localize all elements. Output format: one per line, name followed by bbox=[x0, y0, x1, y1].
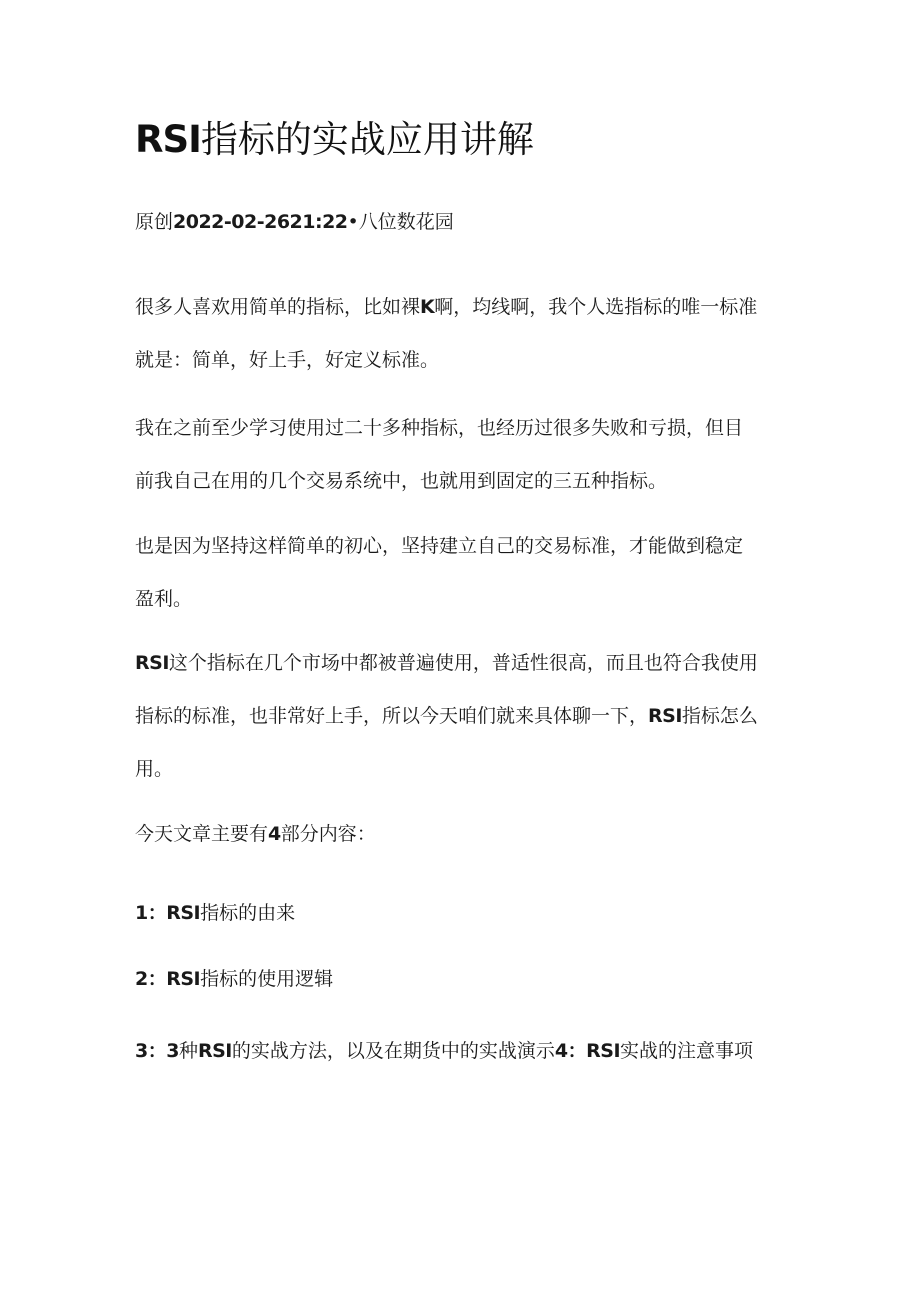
list-bold-text: RSI bbox=[586, 1040, 621, 1062]
paragraph-line bbox=[135, 520, 790, 573]
article-title-text: 指标的实战应用讲解 bbox=[200, 118, 534, 161]
line-text: 这个指标在几个市场中都被普遍使用，普适性很高，而且也符合我使用 bbox=[168, 652, 758, 674]
line-text: 很多人喜欢用简单的指标，比如裸 bbox=[135, 296, 421, 318]
list-text: 实战的注意事项 bbox=[620, 1040, 754, 1062]
meta-prefix: 原创 bbox=[135, 211, 174, 233]
line-bold-text: 4 bbox=[268, 823, 281, 845]
paragraph-2 bbox=[135, 402, 790, 508]
line-text: 盈利。 bbox=[135, 588, 193, 610]
paragraph-line bbox=[135, 455, 790, 508]
line-text: 就是：简单，好上手，好定义标准。 bbox=[135, 349, 440, 371]
line-text: 啊，均线啊，我个人选指标的唯一标准 bbox=[434, 296, 758, 318]
meta-author: 八位数花园 bbox=[358, 211, 454, 233]
paragraph-4 bbox=[135, 637, 790, 796]
paragraph-line bbox=[135, 402, 790, 455]
list-text: 的实战方法，以及在期货中的实战演示 bbox=[231, 1040, 555, 1062]
line-text: 我在之前至少学习使用过二十多种指标，也经历过很多失败和亏损，但目 bbox=[135, 417, 744, 439]
article-meta bbox=[135, 208, 454, 236]
line-text: 指标的标准，也非常好上手，所以今天咱们就来具体聊一下， bbox=[135, 705, 649, 727]
list-bold-text: 1： bbox=[135, 902, 167, 924]
paragraph-3 bbox=[135, 520, 790, 626]
paragraph-5 bbox=[135, 808, 790, 861]
meta-separator: • bbox=[347, 211, 359, 233]
list-bold-text: 2： bbox=[135, 968, 167, 990]
list-bold-text: RSI bbox=[166, 968, 201, 990]
paragraph-line bbox=[135, 334, 790, 387]
paragraph-line bbox=[135, 743, 790, 796]
line-text: 前我自己在用的几个交易系统中，也就用到固定的三五种指标。 bbox=[135, 470, 668, 492]
list-item-3 bbox=[135, 1037, 753, 1065]
line-bold-text: RSI bbox=[135, 652, 169, 674]
paragraph-line bbox=[135, 573, 790, 626]
list-text: 指标的由来 bbox=[200, 902, 296, 924]
line-text: 部分内容： bbox=[280, 823, 376, 845]
line-text: 用。 bbox=[135, 758, 174, 780]
list-text: 指标的使用逻辑 bbox=[200, 968, 334, 990]
article-title-latin: RSI bbox=[135, 118, 201, 161]
paragraph-line bbox=[135, 281, 790, 334]
line-text: 今天文章主要有 bbox=[135, 823, 269, 845]
list-bold-text: 3 bbox=[166, 1040, 179, 1062]
line-bold-text: K bbox=[420, 296, 435, 318]
paragraph-line bbox=[135, 690, 790, 743]
line-bold-text: RSI bbox=[648, 705, 682, 727]
list-bold-text: RSI bbox=[166, 902, 201, 924]
meta-datetime: 2022-02-2621:22 bbox=[173, 211, 348, 233]
list-item-1 bbox=[135, 899, 295, 927]
article-title bbox=[135, 112, 835, 168]
list-bold-text: RSI bbox=[197, 1040, 232, 1062]
paragraph-1 bbox=[135, 281, 790, 387]
list-text: 种 bbox=[178, 1040, 198, 1062]
list-bold-text: 3： bbox=[135, 1040, 167, 1062]
paragraph-line bbox=[135, 637, 790, 690]
list-item-2 bbox=[135, 965, 333, 993]
line-text: 也是因为坚持这样简单的初心，坚持建立自己的交易标准，才能做到稳定 bbox=[135, 535, 744, 557]
line-text: 指标怎么 bbox=[681, 705, 758, 727]
list-bold-text: 4： bbox=[554, 1040, 587, 1062]
paragraph-line bbox=[135, 808, 790, 861]
